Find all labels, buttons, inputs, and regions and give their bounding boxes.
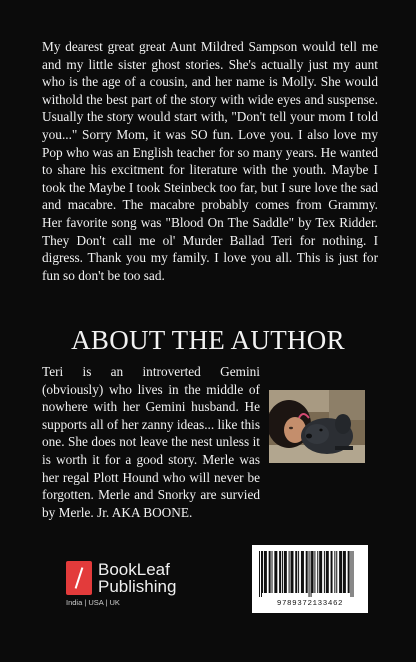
isbn-number: 9789372133462: [276, 600, 344, 608]
barcode-bars: [258, 551, 362, 597]
author-bio-text: Teri is an introverted Gemini (obviously) who lives in the middle of nowhere with her Gemini husband. He supports all of her zanny ideas... like this one. She does not leave the nest unless it is worth it for a good story. Merle was her regal Plott Hound who will never be forgotten. Merle and Snorky are survied by Merle. Jr. AKA BOONE.: [42, 364, 260, 520]
publisher-name-line1: BookLeaf: [98, 560, 170, 579]
isbn-barcode: [252, 545, 368, 613]
about-author-heading: ABOUT THE AUTHOR: [71, 325, 345, 355]
author-photo: [269, 390, 365, 463]
back-cover-intro-text: My dearest great great Aunt Mildred Sampson would tell me and my little sister ghost stories. She's actually just my aunt who is the age of a cousin, and her name is Molly. She would withold the best part of the story with wide eyes and suspense. Usually the story would start with, "Don't tell your mom I told you..." Sorry Mom, it was SO fun. Love you. I also love my Pop who was an English teacher for so many years. He wanted to share his excitment for literature with the youth. Maybe I took the Maybe I took Steinbeck too far, but I sure love the sad and macabre. The macabre probably comes from Grammy. Her favorite song was "Blood On The Saddle" by Tex Ridder. They Don't call me ol' Murder Ballad Teri for nothing. I digress. Thank you my family. I love you all. This is just for fun so don't be too sad.: [42, 39, 378, 283]
publisher-name-line2: Publishing: [98, 577, 177, 596]
publisher-logo: [66, 561, 226, 609]
bookleaf-slash-icon: [66, 561, 92, 595]
publisher-regions: India | USA | UK: [66, 598, 120, 607]
author-with-dog-image: [269, 390, 365, 463]
